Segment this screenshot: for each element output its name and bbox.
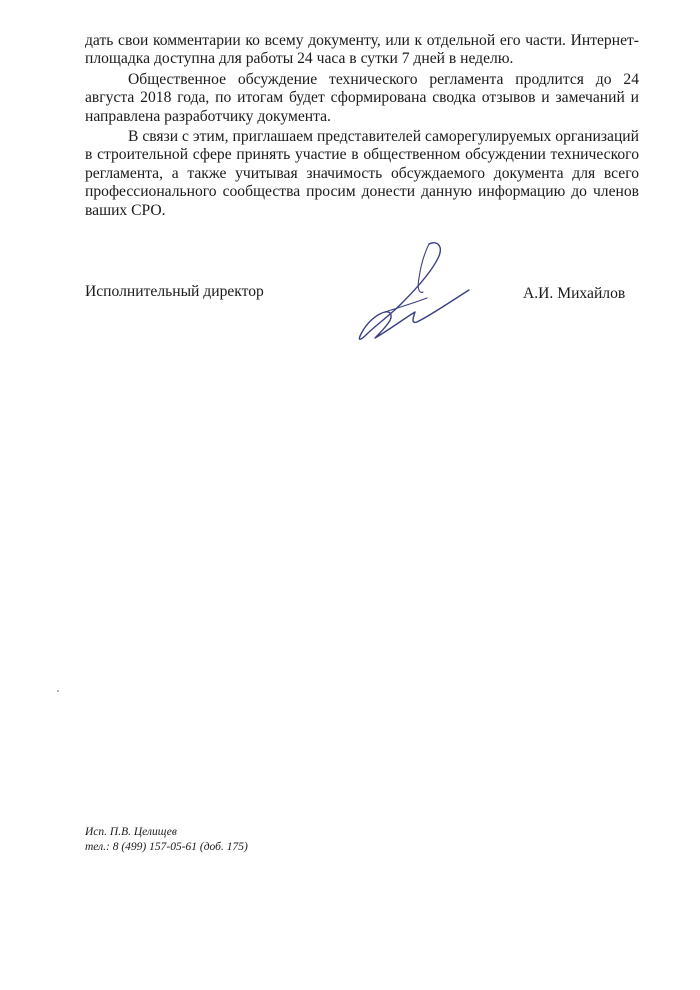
paragraph-continuation: дать свои комментарии ко всему документу, или к отдельной его части. Интернет-площадка доступна для работы 24 часа в сутки 7 дней в неделю. (85, 32, 639, 68)
executor-name: Исп. П.В. Целищев (85, 826, 177, 838)
paragraph-discussion-period: Общественное обсуждение технического регламента продлится до 24 августа 2018 года, по итогам будет сформирована сводка отзывов и замечаний и направлена разработчику документа. (85, 70, 639, 125)
signatory-name: А.И. Михайлов (523, 285, 626, 302)
executor-phone: тел.: 8 (499) 157-05-61 (доб. 175) (85, 841, 248, 853)
signatory-title: Исполнительный директор (85, 283, 264, 300)
executor-contact (85, 825, 248, 855)
scan-speck (57, 690, 59, 692)
paragraph-invitation: В связи с этим, приглашаем представителей саморегулируемых организаций в строительной сфере принять участие в общественном обсуждении технического регламента, а также учитывая значимость обсуждаемого документа для всего профессионального сообщества просим донести данную информацию до членов ваших СРО. (85, 128, 639, 219)
handwritten-signature-icon (345, 238, 480, 348)
letter-body (85, 32, 639, 222)
